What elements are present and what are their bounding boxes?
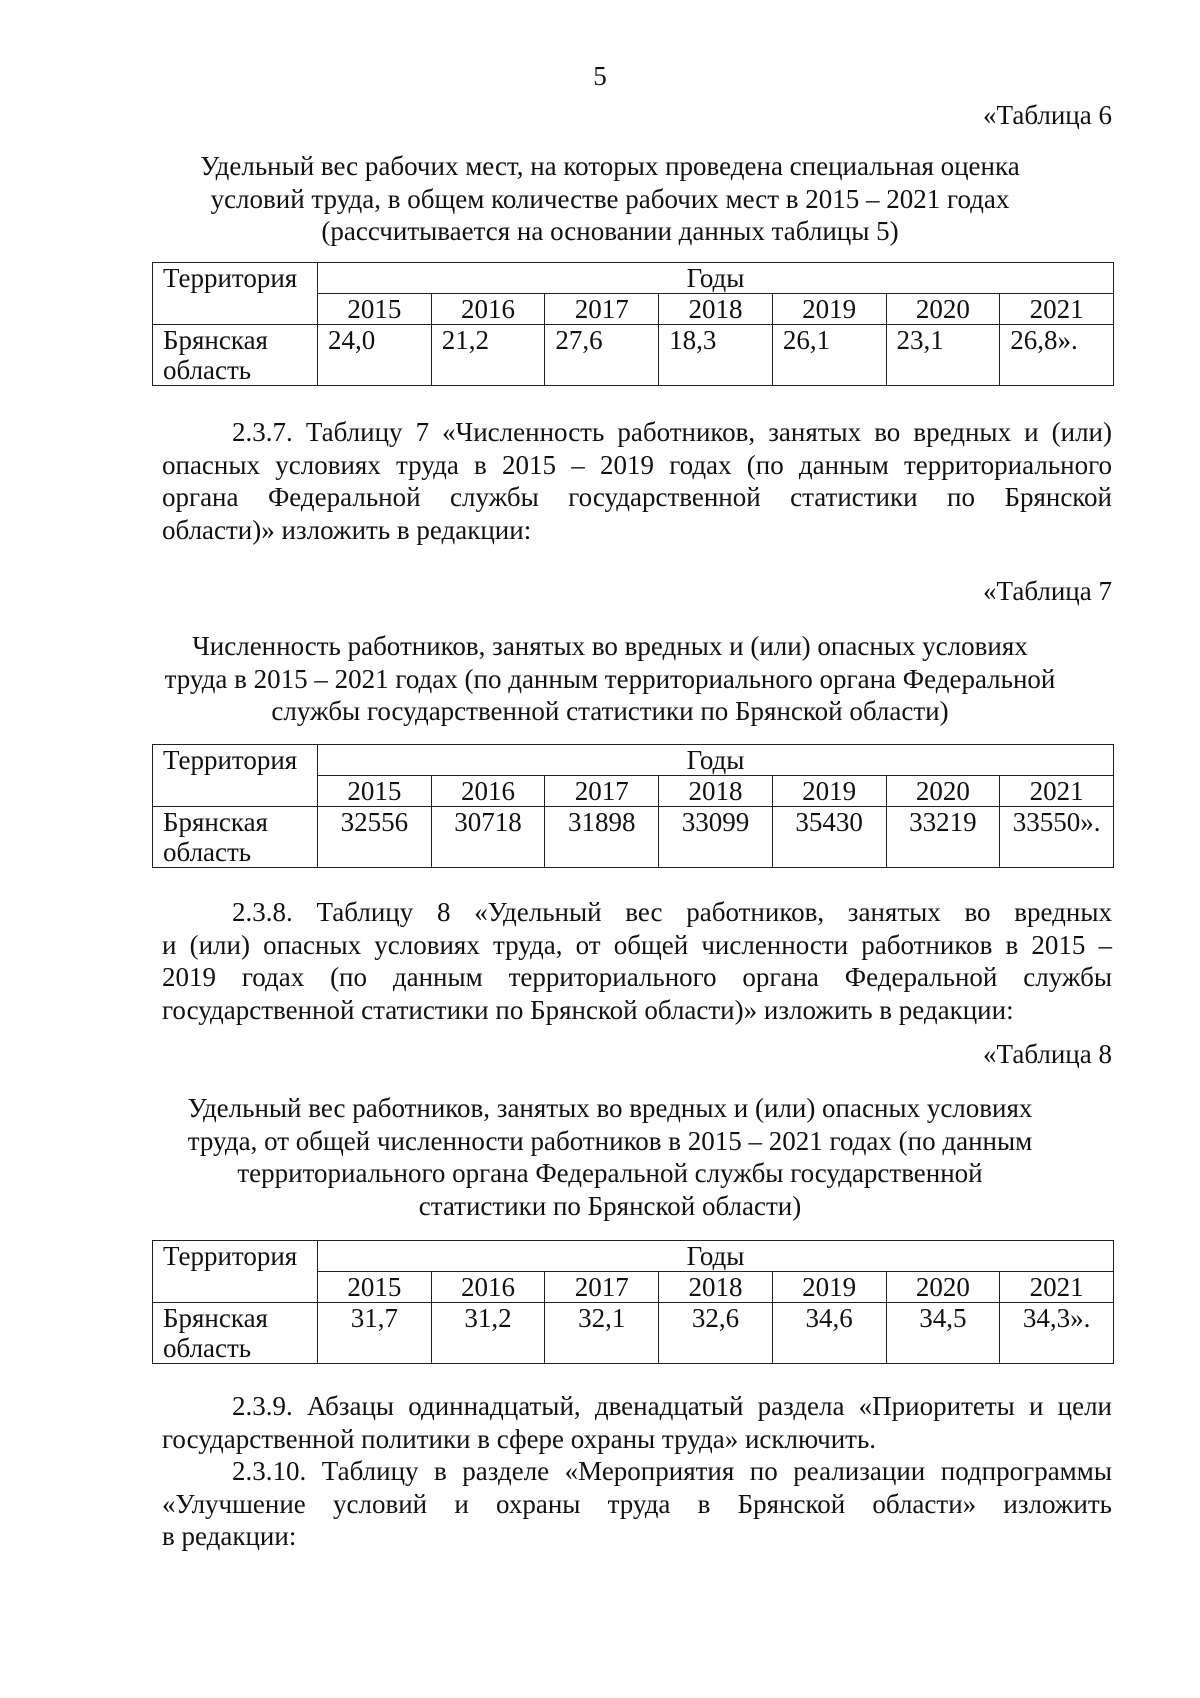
paragraph-line: 2.3.7. Таблицу 7 «Численность работников, занятых во вредных и (или): [232, 417, 1112, 447]
paragraph-line: опасных условиях труда в 2015 – 2019 годах (по данным территориального: [162, 449, 1112, 480]
table6-year-cell: 2016: [431, 294, 545, 325]
table8-value-cell: 31,2: [431, 1303, 545, 1364]
table7-value-cell: 30718: [431, 807, 545, 868]
paragraph-line: 2.3.9. Абзацы одиннадцатый, двенадцатый раздела «Приоритеты и цели: [232, 1391, 1112, 1421]
paragraph-line: и (или) опасных условиях труда, от общей численности работников в 2015 –: [162, 929, 1112, 960]
paragraph-line: «Улучшение условий и охраны труда в Брянской области» изложить: [162, 1488, 1112, 1519]
table7-caption-line: службы государственной статистики по Брянской области): [271, 696, 949, 726]
table6-caption-line: Удельный вес рабочих мест, на которых проведена специальная оценка: [200, 151, 1020, 181]
table6-value-cell: 26,1: [772, 325, 886, 386]
table8-caption-line: территориального органа Федеральной службы государственной: [237, 1158, 983, 1188]
table8-caption: [140, 1092, 1080, 1222]
table8: [152, 1240, 1114, 1364]
table7-region-cell: [153, 807, 318, 868]
table6-year-cell: 2018: [659, 294, 773, 325]
table8-caption-line: Удельный вес работников, занятых во вредных и (или) опасных условиях: [187, 1093, 1033, 1123]
table8-label: «Таблица 8: [983, 1039, 1112, 1069]
table7-header-years: Годы: [318, 745, 1114, 776]
paragraph-2-3-8: [162, 896, 1112, 1026]
table8-value-cell: 32,1: [545, 1303, 659, 1364]
table6-value-cell: 23,1: [886, 325, 1000, 386]
table6-value-cell: 21,2: [431, 325, 545, 386]
table7: [152, 744, 1114, 868]
table7-value-cell: 33099: [659, 807, 773, 868]
table7-year-cell: 2018: [659, 776, 773, 807]
table8-caption-line: статистики по Брянской области): [418, 1190, 802, 1221]
table7-value-cell: 33219: [886, 807, 1000, 868]
table7-year-cell: 2017: [545, 776, 659, 807]
table8-caption-line: труда, от общей численности работников в 2015 – 2021 годах (по данным: [187, 1125, 1033, 1156]
paragraph-2-3-7: [162, 416, 1112, 546]
table8-header-years: Годы: [318, 1241, 1114, 1272]
paragraph-line: 2.3.10. Таблицу в разделе «Мероприятия по реализации подпрограммы: [232, 1456, 1112, 1486]
region-line: область: [163, 355, 252, 385]
table8-value-cell: 32,6: [659, 1303, 773, 1364]
table8-value-cell: 31,7: [318, 1303, 432, 1364]
paragraph-line: государственной политики в сфере охраны труда» исключить.: [162, 1423, 877, 1454]
table7-value-cell: 35430: [772, 807, 886, 868]
table6-year-cell: 2020: [886, 294, 1000, 325]
table6-label: «Таблица 6: [983, 100, 1112, 130]
table8-value-cell: 34,5: [886, 1303, 1000, 1364]
table6-caption-line: условий труда, в общем количестве рабочих мест в 2015 – 2021 годах: [210, 183, 1010, 214]
table8-year-cell: 2021: [1000, 1272, 1114, 1303]
table6-value-cell: 26,8».: [1000, 325, 1114, 386]
paragraph-line: государственной статистики по Брянской области)» изложить в редакции:: [162, 994, 1014, 1025]
table7-year-cell: 2020: [886, 776, 1000, 807]
table6-caption-line: (рассчитывается на основании данных таблицы 5): [321, 216, 899, 246]
table7-label: «Таблица 7: [983, 576, 1112, 606]
table7-caption-line: Численность работников, занятых во вредных и (или) опасных условиях: [192, 631, 1028, 661]
table7-year-cell: 2019: [772, 776, 886, 807]
table6-header-years: Годы: [318, 263, 1114, 294]
table7-value-cell: 32556: [318, 807, 432, 868]
table8-year-cell: 2015: [318, 1272, 432, 1303]
paragraph-line: 2.3.8. Таблицу 8 «Удельный вес работников, занятых во вредных: [232, 897, 1112, 927]
table7-year-cell: 2015: [318, 776, 432, 807]
table8-year-cell: 2017: [545, 1272, 659, 1303]
table8-region-cell: [153, 1303, 318, 1364]
region-line: Брянская: [163, 807, 268, 837]
region-line: Брянская: [163, 325, 268, 355]
paragraph-line: в редакции:: [162, 1521, 297, 1551]
table6-region-cell: [153, 325, 318, 386]
table6-caption: [140, 150, 1080, 248]
region-line: Брянская: [163, 1303, 268, 1333]
paragraph-line: 2019 годах (по данным территориального органа Федеральной службы: [162, 962, 1112, 992]
page-number: 5: [593, 61, 607, 91]
table6: [152, 262, 1114, 386]
table6-value-cell: 18,3: [659, 325, 773, 386]
table6-year-cell: 2015: [318, 294, 432, 325]
table8-year-cell: 2019: [772, 1272, 886, 1303]
table8-value-cell: 34,6: [772, 1303, 886, 1364]
paragraph-line: органа Федеральной службы государственной статистики по Брянской: [162, 482, 1112, 512]
table7-value-cell: 31898: [545, 807, 659, 868]
table8-year-cell: 2020: [886, 1272, 1000, 1303]
region-line: область: [163, 837, 252, 867]
table6-year-cell: 2017: [545, 294, 659, 325]
region-line: область: [163, 1333, 252, 1363]
table8-value-cell: 34,3».: [1000, 1303, 1114, 1364]
table6-value-cell: 24,0: [318, 325, 432, 386]
table7-value-cell: 33550».: [1000, 807, 1114, 868]
table6-year-cell: 2021: [1000, 294, 1114, 325]
paragraph-2-3-9: [162, 1390, 1112, 1455]
table6-value-cell: 27,6: [545, 325, 659, 386]
table8-header-territory: Территория: [153, 1241, 318, 1303]
table7-caption: [140, 630, 1080, 728]
table7-year-cell: 2016: [431, 776, 545, 807]
table7-year-cell: 2021: [1000, 776, 1114, 807]
table7-header-territory: Территория: [153, 745, 318, 807]
table8-year-cell: 2018: [659, 1272, 773, 1303]
table6-header-territory: Территория: [153, 263, 318, 325]
paragraph-2-3-10: [162, 1455, 1112, 1553]
table7-caption-line: труда в 2015 – 2021 годах (по данным территориального органа Федеральной: [164, 663, 1056, 694]
table6-year-cell: 2019: [772, 294, 886, 325]
table8-year-cell: 2016: [431, 1272, 545, 1303]
paragraph-line: области)» изложить в редакции:: [162, 514, 532, 545]
